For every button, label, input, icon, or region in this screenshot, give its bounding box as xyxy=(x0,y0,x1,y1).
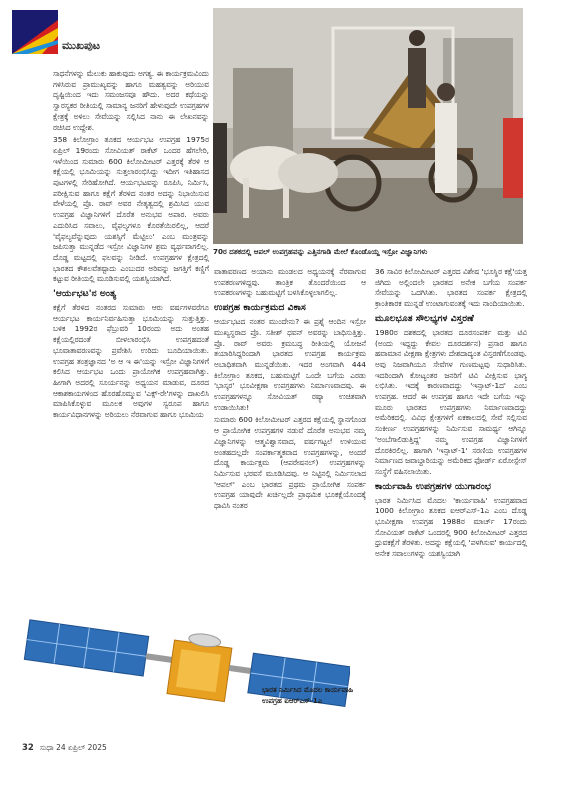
subheading: 'ಆರ್ಯಭಟ'ನ ಅಂತ್ಯ xyxy=(53,288,117,300)
paragraph: ಸಾಧನೆಗಳನ್ನು ಮೆಲುಕು ಹಾಕುವುದು ಅಗತ್ಯ. ಈ ಕಾರ್ಯಕ್ರಮವಿಂದು ಗಳಿಸಿರುವ ಪ್ರಾಮುಖ್ಯವನ್ನು ಹಾಗೂ ಮಹತ್ವವನ್ನು ಅರಿಯುವ ದೃಷ್ಟಿಯಿಂದ ಇದು ಸಮಂಜಸವೂ ಹೌದು. ಅದರ ಕಥೆಯನ್ನು ಸ್ವಾರಸ್ಯಕರ ರೀತಿಯಲ್ಲಿ ಸಾಮಾನ್ಯ ಜನರಿಗೆ ಹೇಳುವುದೇ ಉಪಗ್ರಹಗಳ ಕ್ಷೇತ್ರಕ್ಕೆ ಅಳಿಲು ಸೇವೆಯನ್ನು ಸಲ್ಲಿಸಿದ ನಾನು ಈ ಲೇಖನವನ್ನು ರಚಿಸಿದ ಉದ್ದೇಶ. xyxy=(53,69,209,132)
paragraph: ಆರ್ಯಭಟದ ನಂತರ ಮುಂದೇನು? ಈ ಪ್ರಶ್ನೆ ಆಂದಿನ ಇಸ್ರೋ ಮುಖ್ಯಸ್ಥರಾದ ಪ್ರೊ. ಸತೀಶ್ ಧವನ್ ಅವರನ್ನು ಬಾಧಿಸುತ್ತಿತ್ತು. ಪ್ರೊ. ರಾವ್ ಅವರು ಕ್ರಮಬದ್ಧ ರೀತಿಯಲ್ಲಿ ಯೋಜನೆ ತಯಾರಿಸಿದ್ದರಿಂದಾಗಿ ಭಾರತದ ಉಪಗ್ರಹ ಕಾರ್ಯಕ್ರಮ ಅಬಾಧಿತವಾಗಿ ಮುನ್ನಡೆಯಿತು. ಇದರ ಅಂಗವಾಗಿ 444 ಕಿಲೋಗ್ರಾಂ ತೂಕದ, ಬಹುಮಟ್ಟಿಗೆ ಒಂದೇ ಬಗೆಯ ಎರಡು 'ಭಾಸ್ಕರ' ಭೂವೀಕ್ಷಣಾ ಉಪಗ್ರಹಗಳು ನಿರ್ಮಾಣವಾದವು. ಈ ಉಪಗ್ರಹಗಳನ್ನೂ ಸೋವಿಯತ್ ರಷ್ಯಾ ಉಚಿತವಾಗಿ ಉಡಾಯಿಸಿತು! xyxy=(214,317,366,412)
photo-caption: 70ರ ದಶಕದಲ್ಲಿ ಆಪಲ್ ಉಪಗ್ರಹವನ್ನು ಎತ್ತಿನಗಾಡಿ ಮೇಲೆ ಕೊಂಡೊಯ್ದ ಇಸ್ರೋ ವಿಜ್ಞಾನಿಗಳು xyxy=(213,247,428,256)
paragraph: ವಾತಾವರಣದ ಅಯಾನು ಮಂಡಲದ ಅಧ್ಯಯನಕ್ಕೆ ನೆರವಾಗುವ ಉಪಕರಣಗಳಿದ್ದವು. ತಾಂತ್ರಿಕ ತೊಂದರೆಯಿಂದ ಆ ಉಪಕರಣಗಳನ್ನು ಬಹುಮಟ್ಟಿಗೆ ಬಳಸಿಕೊಳ್ಳಲಾಗಲಿಲ್ಲ. xyxy=(214,267,366,298)
satellite-illustration xyxy=(22,612,350,734)
magazine-logo-icon xyxy=(12,10,58,54)
article-column-2 xyxy=(214,267,366,607)
subheading: ಉಪಗ್ರಹ ಕಾರ್ಯಕ್ರಮದ ವಿಕಾಸ xyxy=(214,302,306,314)
paragraph: 358 ಕಿಲೋಗ್ರಾಂ ತೂಕದ ಆರ್ಯಭಟ ಉಪಗ್ರಹ 1975ರ ಏಪ್ರಿಲ್ 19ರಂದು ಸೋವಿಯತ್ ರಾಕೆಟ್ ಒಂದರ ಹೆಗಲೇರಿ, ಇಳೆಯಿಂದ ಸುಮಾರು 600 ಕಿಲೋಮೀಟರ್ ಎತ್ತರಕ್ಕೆ ತೆರಳಿ ಆ ಕಕ್ಷೆಯಲ್ಲಿ ಭೂಮಿಯನ್ನು ಸುತ್ತಲಾರಂಭಿಸಿದ್ದು ಇದೀಗ ಇತಿಹಾಸದ ಪುಟಗಳಲ್ಲಿ ಸೇರಿಹೋಗಿದೆ. ಆರ್ಯಭಟವನ್ನು ರೂಪಿಸಿ, ನಿರ್ಮಿಸಿ, ಪರೀಕ್ಷಿಸುವ ಹಾಗೂ ಕಕ್ಷೆಗೆ ತೆರಳಿದ ನಂತರ ಅದನ್ನು ನಿಭಾಯಿಸುವ ವೇಳೆಯಲ್ಲಿ ಪ್ರೊ. ರಾವ್ ಅವರ ನೇತೃತ್ವದಲ್ಲಿ ಶ್ರಮಿಸಿದ ಯುವ ಉಪಗ್ರಹ ವಿಜ್ಞಾನಿಗಳಿಗೆ ದೊರೆತ ಅನುಭವ ಅಪಾರ. ಅವರು ಎದುರಿಸಿದ ಸವಾಲು, ವೈಫಲ್ಯಗಳೂ ಕೊರತೆಯಿರಲಿಲ್ಲ, ಆದರೆ 'ವೈಫಲ್ಯವೆನ್ನುವುದು ಯಶಸ್ಸಿಗೆ ಮೆಟ್ಟಿಲು' ಎಂಬ ಮಂತ್ರವನ್ನು ಜಪಿಸುತ್ತಾ ಮುನ್ನಡೆದ ಇಸ್ರೋ ವಿಜ್ಞಾನಿಗಳ ಶ್ರಮ ವ್ಯರ್ಥವಾಗಲಿಲ್ಲ. ದೊಡ್ಡ ಮಟ್ಟದಲ್ಲಿ ಫಲವನ್ನು ನೀಡಿದೆ. ಉಪಗ್ರಹಗಳ ಕ್ಷೇತ್ರದಲ್ಲಿ ಭಾರತದ ಕೌಶಲವೆತಷ್ಟಾದು ಎಂಬುದರ ಅರಿವನ್ನು ಜಗತ್ತಿಗೆ ಕಣ್ಣಿಗೆ ಕಟ್ಟುವ ರೀತಿಯಲ್ಲಿ ಮೂಡಿಸುವಲ್ಲಿ ಯಶಸ್ವಿಯಾಗಿದೆ. xyxy=(53,135,209,284)
bullock-cart-satellite-photo xyxy=(213,8,523,244)
article-column-1 xyxy=(53,69,209,651)
section-title: ಮುಖಪುಟ xyxy=(62,39,101,52)
paragraph: ಕಕ್ಷೆಗೆ ತೆರಳಿದ ನಂತರದ ಸುಮಾರು ಆರು ವರ್ಷಗಳವರೆಗೂ ಆರ್ಯಭಟ ಕಾರ್ಯನಿರ್ವಹಿಸುತ್ತಾ ಭೂಮಿಯನ್ನು ಸುತ್ತುತ್ತಿತ್ತು. ಬಳಿಕ 1992ರ ಫೆಬ್ರುವರಿ 10ರಂದು ಅದು ಅಂತಹ ಕಕ್ಷೆಯಲ್ಲಿರದಂತೆ ಬೀಳಲಾರಂಭಿಸಿ ಉಪಗ್ರಹದಂತೆ ಭೂವಾತಾವರಣವನ್ನು ಪ್ರವೇಶಿಸಿ ಉರಿದು ಬೂದಿಯಾಯಿತು. ಉಪಗ್ರಹ ತಂತ್ರಜ್ಞಾನದ 'ಅ ಆ ಇ ಈ'ಯನ್ನು ಇಸ್ರೋ ವಿಜ್ಞಾನಿಗಳಿಗೆ ಕಲಿಸಿದ ಆರ್ಯಭಟ ಒಂದು ಪ್ರಾಯೋಗಿಕ ಉಪಗ್ರಹವಾಗಿತ್ತು. ಹೀಗಾಗಿ ಅದರಲ್ಲಿ ಸೂರ್ಯನನ್ನು ಅಧ್ಯಯನ ಮಾಡುವ, ದೂರದ ಆಕಾಶಕಾಯಗಳಿಂದ ಹೊರಹೊಮ್ಮುವ 'ಎಕ್ಸ್-ರೇ'ಗಳನ್ನು ದಾಖಲಿಸಿ ಮಾಪಿಸಿಕೊಳ್ಳುವ ಮೂಲಕ ಅವುಗಳ ಸ್ವರೂಪ ಹಾಗೂ ಕಾರ್ಯವಿಧಾನಗಳನ್ನು ಅರಿಯಲು ನೆರವಾಗುವ ಹಾಗೂ ಭೂಮಿಯ xyxy=(53,303,209,420)
subheading: ಕಾರ್ಯವಾಹಿ ಉಪಗ್ರಹಗಳ ಯುಗಾರಂಭ xyxy=(375,480,492,492)
page-number: 32 xyxy=(22,743,34,753)
paragraph: ಸುಮಾರು 600 ಕಿಲೋಮೀಟರ್ ಎತ್ತರದ ಕಕ್ಷೆಯಲ್ಲಿ ಸ್ಥಾನಗೊಂಡ ಆ ಪ್ರಾಯೋಗಿಕ ಉಪಗ್ರಹಗಳ ನಡುವೆ ದೊರೆತ ಅನುಭವ ನಮ್ಮ ವಿಜ್ಞಾನಿಗಳನ್ನು ಆತ್ಮವಿಶ್ವಾಸವಾದ, ವರ್ಷಗಟ್ಟಲೆ ಉಳಿಯುವ ಅಂತಹದಲ್ಲದೇ ಸಂಪರ್ಕಾತ್ಮಕವಾದ ಉಪಗ್ರಹಗಳನ್ನು, ಅಂದರೆ ದೊಡ್ಡ ಕಾರ್ಯಕ್ಷಮ (ಆಪರೇಷನಲ್) ಉಪಗ್ರಹಗಳನ್ನು ನಿರ್ಮಿಸುವ ಭರವಸೆ ಮೂಡಿಸಿದವು. ಆ ನಿಟ್ಟಿನಲ್ಲಿ ನಿರ್ಮಿಸಲಾದ 'ಆಪಲ್' ಎಂಬ ಭಾರತದ ಪ್ರಥಮ ಪ್ರಾಯೋಗಿಕ ಸಂಪರ್ಕ ಉಪಗ್ರಹ ಯಾವುದೇ ಖರ್ಚಿಲ್ಲದೇ ಪ್ರಾಥಮಿಕ ಭೂಕಕ್ಷೆಯೊಂದಕ್ಕೆ ಧಾವಿಸಿ ನಂತರ xyxy=(214,415,366,511)
paragraph: 36 ಸಾವಿರ ಕಿಲೋಮೀಟರ್ ಎತ್ತರದ ವಿಶೇಷ 'ಭೂಸ್ಥಿರ ಕಕ್ಷೆ'ಯತ್ತ ಜಿಗಿದು ಅಲ್ಲಿಂದಲೇ ಭಾರತದ ಅನೇಕ ಬಗೆಯ ಸಂಪರ್ಕ ಸೇವೆಯನ್ನು ಒದಗಿಸಿತು. ಭಾರತದ ಸಂಪರ್ಕ ಕ್ಷೇತ್ರದಲ್ಲಿ ಕ್ರಾಂತಿಕಾರಕ ಮುನ್ನಡೆ ಉಂಟಾಗುವಂತಕ್ಕೆ ಇದು ನಾಂದಿಯಾಯಿತು. xyxy=(375,267,527,309)
paragraph: 1980ರ ದಶಕದಲ್ಲಿ ಭಾರತದ ದೂರಸಂಪರ್ಕ ಮತ್ತು ಟಿವಿ (ಅಂದು ಇದ್ದದ್ದು ಕೇವಲ ದೂರದರ್ಶನ) ಪ್ರಸಾರ ಹಾಗೂ ಹವಾಮಾನ ವೀಕ್ಷಣಾ ಕ್ಷೇತ್ರಗಳು ದೇಶದಾದ್ಯಂತ ವಿಸ್ತರಣೆಗೊಂಡವು. ಅವು ನಿಜವಾಗಿಯೂ ಸೇವೆಗಳ ಗುಣಮಟ್ಟವು ಸುಧಾರಿಸಿತು. ಇದರಿಂದಾಗಿ ಕೋಟ್ಯಂತರ ಜನರಿಗೆ ಟಿವಿ ವೀಕ್ಷಿಸುವ ಭಾಗ್ಯ ಲಭಿಸಿತು. ಇದಕ್ಕೆ ಕಾರಣವಾದದ್ದು 'ಇನ್ಸಾಟ್-1ದ' ಎಂಬ ಉಪಗ್ರಹ. ಆದರೆ ಈ ಉಪಗ್ರಹ ಹಾಗೂ ಇದೇ ಬಗೆಯ ಇನ್ನು ಮೂರು ಭಾರತದ ಉಪಗ್ರಹಗಳು ನಿರ್ಮಾಣವಾದದ್ದು ಅಮೆರಿಕದಲ್ಲಿ. ವಿವಿಧ ಕ್ಷೇತ್ರಗಳಿಗೆ ಏಕಕಾಲದಲ್ಲಿ ಸೇವೆ ಸಲ್ಲಿಸುವ ಸಂಕೀರ್ಣ ಉಪಗ್ರಹಗಳನ್ನು ನಿರ್ಮಿಸುವ ಸಾಮರ್ಥ್ಯ ಆಗಿನ್ನೂ 'ಅಂಬೆಗಾಲಿಡುತ್ತಿದ್ದ' ನಮ್ಮ ಉಪಗ್ರಹ ವಿಜ್ಞಾನಿಗಳಿಗೆ ದೊರಕಿರಲಿಲ್ಲ. ಹಾಗಾಗಿ 'ಇನ್ಸಾಟ್-1' ಸರಣಿಯ ಉಪಗ್ರಹಗಳ ನಿರ್ಮಾಣದ ಜವಾಬ್ದಾರಿಯನ್ನು ಅಮೆರಿಕದ ಫೋರ್ಡ್ ಏರೋಸ್ಪೇಸ್ ಸಂಸ್ಥೆಗೆ ವಹಿಸಲಾಯಿತು. xyxy=(375,327,527,476)
page-footer xyxy=(22,743,107,753)
paragraph: ಭಾರತ ನಿರ್ಮಿಸಿದ ಮೊದಲ 'ಕಾರ್ಯವಾಹಿ' ಉಪಗ್ರಹವಾದ 1000 ಕಿಲೋಗ್ರಾಂ ತೂಕದ ಐಆರ್‌ಎಸ್-1ಎ ಎಂಬ ದೊಡ್ಡ ಭೂವೀಕ್ಷಣಾ ಉಪಗ್ರಹ 1988ರ ಮಾರ್ಚ್ 17ರಂದು ಸೋವಿಯತ್ ರಾಕೆಟ್ ಒಂದರಲ್ಲಿ 900 ಕಿಲೋಮೀಟರ್ ಎತ್ತರದ ಧ್ರುವಕಕ್ಷೆಗೆ ತೆರಳಿತು. ಅದನ್ನು ಕಕ್ಷೆಯಲ್ಲಿ 'ಪಳಗಿಸುವ' ಕಾರ್ಯದಲ್ಲಿ ಅನೇಕ ಸವಾಲುಗಳನ್ನು ಯಶಸ್ವಿಯಾಗಿ xyxy=(375,495,527,559)
satellite-caption: ಭಾರತ ನಿರ್ಮಿಸಿದ ಮೊದಲ ಕಾರ್ಯವಾಹಿ ಉಪಗ್ರಹ ಐಆರ್‌ಎಸ್-1ಎ xyxy=(262,686,354,705)
article-column-3 xyxy=(375,267,527,735)
subheading: ಮೂಲಭೂತ ಸೌಲಭ್ಯಗಳ ವಿಸ್ತರಣೆ xyxy=(375,312,474,324)
footer-text: ಸುಧಾ 24 ಏಪ್ರಿಲ್ 2025 xyxy=(39,743,107,752)
